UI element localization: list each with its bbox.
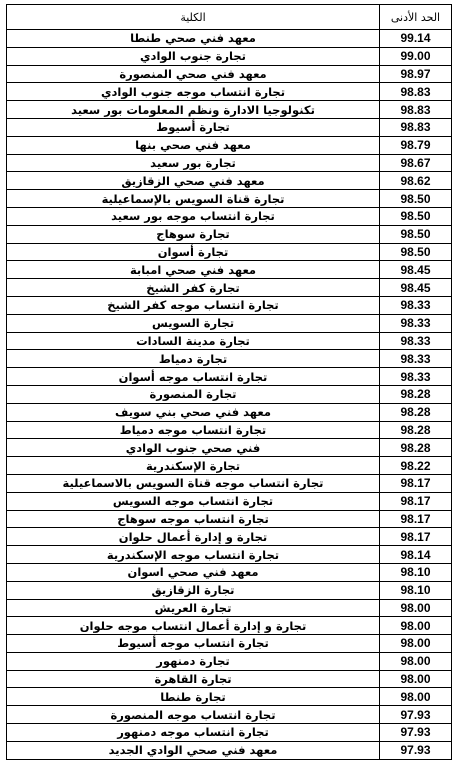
college-name-cell: تكنولوجيا الادارة ونظم المعلومات بور سعيد	[7, 101, 380, 119]
table-row	[7, 314, 452, 332]
min-score-cell: 98.22	[380, 457, 452, 475]
table-row	[7, 724, 452, 742]
college-name-cell: تجارة جنوب الوادي	[7, 47, 380, 65]
table-row	[7, 190, 452, 208]
min-score-cell: 98.00	[380, 688, 452, 706]
min-score-cell: 98.28	[380, 385, 452, 403]
min-score-cell: 98.17	[380, 474, 452, 492]
table-row	[7, 474, 452, 492]
college-name-cell: معهد فني صحي الزقازيق	[7, 172, 380, 190]
min-score-cell: 98.97	[380, 65, 452, 83]
table-row	[7, 225, 452, 243]
min-score-cell: 98.17	[380, 528, 452, 546]
college-name-cell: تجارة الزقازيق	[7, 581, 380, 599]
table-row	[7, 207, 452, 225]
min-score-cell: 97.93	[380, 741, 452, 759]
table-row	[7, 510, 452, 528]
table-row	[7, 457, 452, 475]
min-score-cell: 98.10	[380, 581, 452, 599]
min-score-cell: 98.33	[380, 368, 452, 386]
min-score-cell: 98.00	[380, 599, 452, 617]
college-name-cell: تجارة انتساب موجه دمياط	[7, 421, 380, 439]
min-score-cell: 98.28	[380, 421, 452, 439]
min-score-cell: 98.50	[380, 225, 452, 243]
college-name-cell: فني صحي جنوب الوادي	[7, 439, 380, 457]
college-name-cell: تجارة انتساب موجه الإسكندرية	[7, 546, 380, 564]
table-row	[7, 47, 452, 65]
college-name-cell: تجارة العريش	[7, 599, 380, 617]
college-name-cell: تجارة انتساب موجه أسوان	[7, 368, 380, 386]
min-score-cell: 99.14	[380, 30, 452, 48]
table-row	[7, 403, 452, 421]
college-name-cell: تجارة السويس	[7, 314, 380, 332]
table-row	[7, 279, 452, 297]
min-score-cell: 98.83	[380, 83, 452, 101]
table-row	[7, 652, 452, 670]
college-name-cell: تجارة انتساب موجه كفر الشيخ	[7, 296, 380, 314]
college-name-cell: تجارة انتساب موجه سوهاج	[7, 510, 380, 528]
min-score-cell: 98.33	[380, 296, 452, 314]
min-score-cell: 98.79	[380, 136, 452, 154]
college-name-cell: تجارة مدينة السادات	[7, 332, 380, 350]
min-score-cell: 98.00	[380, 617, 452, 635]
min-score-cell: 98.83	[380, 118, 452, 136]
table-row	[7, 741, 452, 759]
college-name-cell: تجارة دمياط	[7, 350, 380, 368]
min-score-cell: 98.00	[380, 652, 452, 670]
college-name-cell: تجارة الإسكندرية	[7, 457, 380, 475]
table-row	[7, 154, 452, 172]
min-score-cell: 98.17	[380, 510, 452, 528]
min-score-cell: 98.14	[380, 546, 452, 564]
min-score-cell: 98.67	[380, 154, 452, 172]
min-scores-table	[6, 4, 452, 760]
table-row	[7, 439, 452, 457]
table-row	[7, 599, 452, 617]
min-score-cell: 98.00	[380, 670, 452, 688]
min-score-cell: 97.93	[380, 706, 452, 724]
table-row	[7, 101, 452, 119]
college-name-cell: تجارة انتساب موجه قناة السويس بالاسماعيلية	[7, 474, 380, 492]
table-row	[7, 136, 452, 154]
college-name-cell: تجارة أسيوط	[7, 118, 380, 136]
table-row	[7, 688, 452, 706]
table-row	[7, 528, 452, 546]
min-score-column-header: الحد الأدنى	[380, 5, 452, 30]
table-row	[7, 635, 452, 653]
min-score-cell: 99.00	[380, 47, 452, 65]
college-column-header: الكلية	[7, 5, 380, 30]
table-row	[7, 172, 452, 190]
min-score-cell: 98.33	[380, 314, 452, 332]
college-name-cell: معهد فني صحي بنها	[7, 136, 380, 154]
table-row	[7, 243, 452, 261]
table-row	[7, 118, 452, 136]
college-name-cell: تجارة و إدارة أعمال انتساب موجه حلوان	[7, 617, 380, 635]
college-name-cell: معهد فني صحي اسوان	[7, 563, 380, 581]
table-row	[7, 421, 452, 439]
college-name-cell: تجارة و إدارة أعمال حلوان	[7, 528, 380, 546]
min-score-cell: 98.50	[380, 207, 452, 225]
table-row	[7, 670, 452, 688]
college-name-cell: تجارة قناة السويس بالإسماعيلية	[7, 190, 380, 208]
min-score-cell: 98.45	[380, 279, 452, 297]
min-score-cell: 98.50	[380, 243, 452, 261]
min-score-cell: 98.83	[380, 101, 452, 119]
college-name-cell: معهد فني صحي بني سويف	[7, 403, 380, 421]
table-row	[7, 332, 452, 350]
min-score-cell: 98.17	[380, 492, 452, 510]
table-row	[7, 368, 452, 386]
min-score-cell: 98.00	[380, 635, 452, 653]
table-body	[7, 30, 452, 760]
table-row	[7, 350, 452, 368]
min-score-cell: 98.10	[380, 563, 452, 581]
results-table-container	[6, 4, 447, 760]
table-row	[7, 706, 452, 724]
min-score-cell: 98.33	[380, 350, 452, 368]
college-name-cell: معهد فني صحي الوادي الجديد	[7, 741, 380, 759]
table-row	[7, 581, 452, 599]
college-name-cell: تجارة طنطا	[7, 688, 380, 706]
college-name-cell: تجارة انتساب موجه جنوب الوادي	[7, 83, 380, 101]
college-name-cell: تجارة أسوان	[7, 243, 380, 261]
table-row	[7, 385, 452, 403]
min-score-cell: 98.28	[380, 403, 452, 421]
table-row	[7, 65, 452, 83]
college-name-cell: تجارة سوهاج	[7, 225, 380, 243]
table-header-row	[7, 5, 452, 30]
college-name-cell: تجارة بور سعيد	[7, 154, 380, 172]
table-row	[7, 261, 452, 279]
college-name-cell: تجارة انتساب موجه أسيوط	[7, 635, 380, 653]
min-score-cell: 98.62	[380, 172, 452, 190]
table-row	[7, 617, 452, 635]
college-name-cell: معهد فني صحي امبابة	[7, 261, 380, 279]
min-score-cell: 98.33	[380, 332, 452, 350]
college-name-cell: تجارة دمنهور	[7, 652, 380, 670]
table-row	[7, 546, 452, 564]
min-score-cell: 98.28	[380, 439, 452, 457]
table-row	[7, 492, 452, 510]
min-score-cell: 97.93	[380, 724, 452, 742]
college-name-cell: تجارة كفر الشيخ	[7, 279, 380, 297]
table-row	[7, 30, 452, 48]
college-name-cell: تجارة القاهرة	[7, 670, 380, 688]
college-name-cell: تجارة المنصورة	[7, 385, 380, 403]
college-name-cell: تجارة انتساب موجه بور سعيد	[7, 207, 380, 225]
college-name-cell: تجارة انتساب موجه المنصورة	[7, 706, 380, 724]
min-score-cell: 98.45	[380, 261, 452, 279]
table-row	[7, 296, 452, 314]
college-name-cell: تجارة انتساب موجه السويس	[7, 492, 380, 510]
college-name-cell: معهد فني صحي طنطا	[7, 30, 380, 48]
college-name-cell: معهد فني صحي المنصورة	[7, 65, 380, 83]
table-row	[7, 83, 452, 101]
college-name-cell: تجارة انتساب موجه دمنهور	[7, 724, 380, 742]
min-score-cell: 98.50	[380, 190, 452, 208]
table-row	[7, 563, 452, 581]
